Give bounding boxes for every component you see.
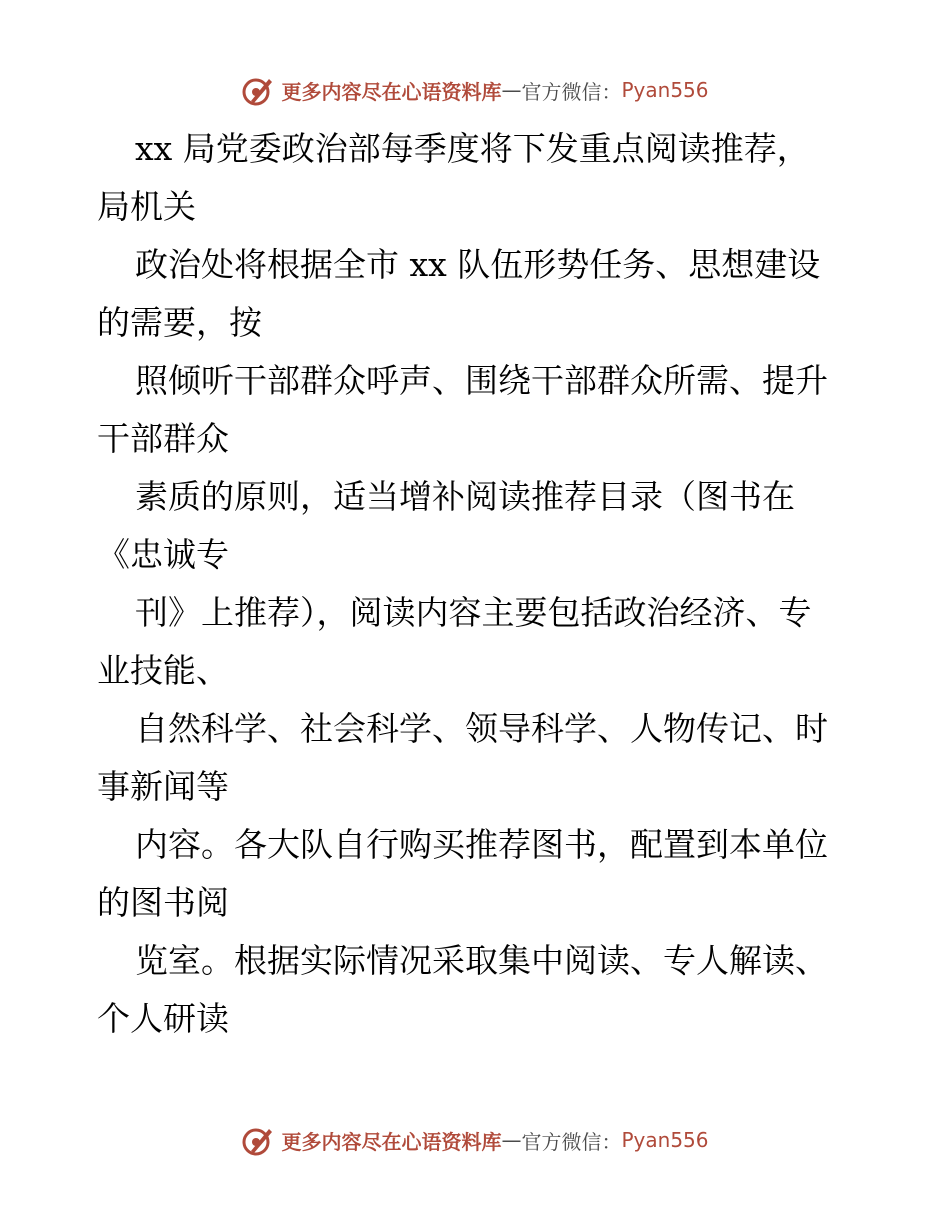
quill-logo-icon (241, 1123, 275, 1157)
watermark-account: Pyan556 (621, 78, 709, 102)
text-line: 素质的原则，适当增补阅读推荐目录（图书在 (135, 477, 795, 516)
watermark-sub-text: 官方微信： (521, 79, 622, 104)
text-line: 的需要，按 (97, 303, 262, 342)
watermark-account: Pyan556 (621, 1128, 709, 1152)
text-line: 政治处将根据全市 xx 队伍形势任务、思想建设 (135, 245, 821, 284)
text-line: 个人研读 (97, 999, 229, 1038)
text-line: 局机关 (97, 187, 196, 226)
footer-watermark (0, 1120, 950, 1160)
text-line: 干部群众 (97, 419, 229, 458)
watermark-sub-text: 官方微信： (521, 1129, 622, 1154)
text-line: 自然科学、社会科学、领导科学、人物传记、时 (135, 709, 828, 748)
text-line: 的图书阅 (97, 883, 229, 922)
text-line: 内容。各大队自行购买推荐图书，配置到本单位 (135, 825, 828, 864)
text-line: 览室。根据实际情况采取集中阅读、专人解读、 (135, 941, 828, 980)
watermark-separator: — (501, 1128, 522, 1152)
text-line: xx 局党委政治部每季度将下发重点阅读推荐， (135, 129, 810, 168)
header-watermark (0, 70, 950, 110)
watermark-separator: — (501, 78, 522, 102)
text-line: 照倾听干部群众呼声、围绕干部群众所需、提升 (135, 361, 828, 400)
text-line: 刊》上推荐），阅读内容主要包括政治经济、专 (135, 593, 812, 632)
text-line: 事新闻等 (97, 767, 229, 806)
quill-logo-icon (241, 73, 275, 107)
text-line: 业技能、 (97, 651, 229, 690)
watermark-main-text: 更多内容尽在心语资料库 (281, 79, 502, 104)
watermark-main-text: 更多内容尽在心语资料库 (281, 1129, 502, 1154)
text-line: 《忠诚专 (97, 535, 229, 574)
document-body (97, 120, 857, 1048)
